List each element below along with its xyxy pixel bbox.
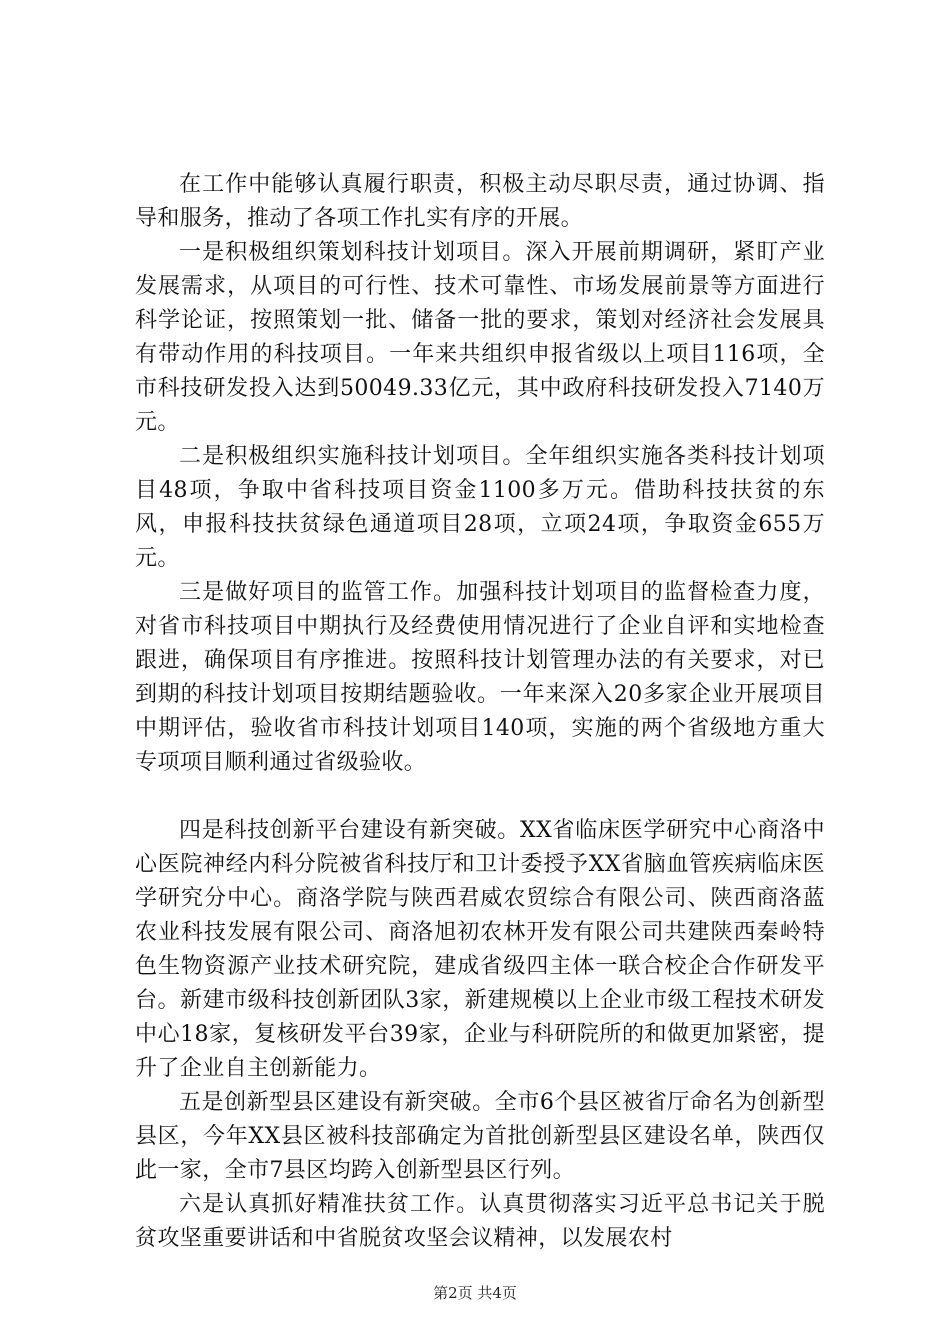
paragraph-item-6: 六是认真抓好精准扶贫工作。认真贯彻落实习近平总书记关于脱贫攻坚重要讲话和中省脱贫攻坚会议精神，以发展农村 bbox=[135, 1192, 825, 1251]
paragraph-item-2: 二是积极组织实施科技计划项目。全年组织实施各类科技计划项目48项，争取中省科技项目资金1100多万元。借助科技扶贫的东风，申报科技扶贫绿色通道项目28项，立项24项，争取资金655万元。 bbox=[135, 444, 825, 571]
paragraph-item-1: 一是积极组织策划科技计划项目。深入开展前期调研，紧盯产业发展需求，从项目的可行性、技术可靠性、市场发展前景等方面进行科学论证，按照策划一批、储备一批的要求，策划对经济社会发展具有带动作用的科技项目。一年来共组织申报省级以上项目116项，全市科技研发投入达到50049.33亿元，其中政府科技研发投入7140万元。 bbox=[135, 240, 825, 435]
paragraph-intro: 在工作中能够认真履行职责，积极主动尽职尽责，通过协调、指导和服务，推动了各项工作扎实有序的开展。 bbox=[135, 172, 825, 231]
page-footer bbox=[0, 1283, 950, 1303]
paragraph-item-3: 三是做好项目的监管工作。加强科技计划项目的监督检查力度，对省市科技项目中期执行及经费使用情况进行了企业自评和实地检查跟进，确保项目有序推进。按照科技计划管理办法的有关要求，对已到期的科技计划项目按期结题验收。一年来深入20多家企业开展项目中期评估，验收省市科技计划项目140项，实施的两个省级地方重大专项项目顺利通过省级验收。 bbox=[135, 580, 825, 775]
document-body bbox=[135, 168, 825, 1256]
paragraph-item-4: 四是科技创新平台建设有新突破。XX省临床医学研究中心商洛中心医院神经内科分院被省科技厅和卫计委授予XX省脑血管疾病临床医学研究分中心。商洛学院与陕西君威农贸综合有限公司、陕西商洛蓝农业科技发展有限公司、商洛旭初农林开发有限公司共建陕西秦岭特色生物资源产业技术研究院，建成省级四主体一联合校企合作研发平台。新建市级科技创新团队3家，新建规模以上企业市级工程技术研发中心18家，复核研发平台39家，企业与科研院所的和做更加紧密，提升了企业自主创新能力。 bbox=[135, 818, 825, 1081]
paragraph-item-5: 五是创新型县区建设有新突破。全市6个县区被省厅命名为创新型县区，今年XX县区被科技部确定为首批创新型县区建设名单，陕西仅此一家，全市7县区均跨入创新型县区行列。 bbox=[135, 1090, 825, 1183]
page-number: 第2页 共4页 bbox=[433, 1284, 517, 1302]
